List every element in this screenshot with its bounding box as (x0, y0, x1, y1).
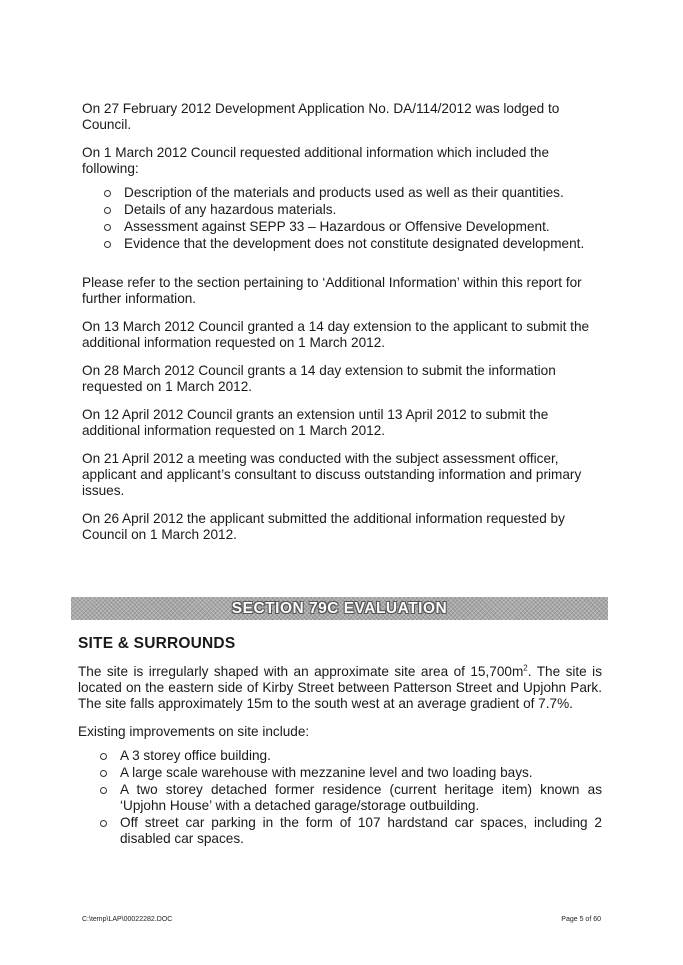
site-heading: SITE & SURROUNDS (78, 635, 236, 652)
list-item: Off street car parking in the form of 107 hardstand car spaces, including 2 disabled car spaces. (100, 815, 602, 847)
bullet-icon (100, 787, 107, 794)
paragraph-extension-3: On 12 April 2012 Council grants an extension until 13 April 2012 to submit the additional information requested on 1 March 2012. (82, 407, 549, 438)
section-banner (71, 597, 608, 620)
list-item: A large scale warehouse with mezzanine level and two loading bays. (100, 765, 602, 781)
site-section (78, 636, 602, 848)
paragraph-refer: Please refer to the section pertaining to ‘Additional Information’ within this report for further information. (82, 275, 582, 306)
paragraph-improvements: Existing improvements on site include: (78, 724, 310, 739)
list-item: A two storey detached former residence (current heritage item) known as ‘Upjohn House’ with a detached garage/storage outbuilding. (100, 782, 602, 814)
bullet-icon (100, 753, 107, 760)
list-item: Description of the materials and products used as well as their quantities. (104, 185, 602, 201)
bullet-icon (104, 207, 111, 214)
list-item: Assessment against SEPP 33 – Hazardous or Offensive Development. (104, 219, 602, 235)
footer-file-path: C:\temp\LAP\00022282.DOC (82, 916, 173, 923)
paragraph-extension-2: On 28 March 2012 Council grants a 14 day extension to submit the information requested on 1 March 2012. (82, 363, 556, 394)
spacer (82, 253, 602, 275)
improvements-list (100, 748, 602, 847)
paragraph-site-description: The site is irregularly shaped with an approximate site area of $15,700m^2$. The site is located on the eastern side of Kirby Street between Patterson Street and Upjohn Park. The site falls approximately 15m to the south west at an average gradient of 7.7%. (78, 663, 602, 711)
bullet-icon (104, 224, 111, 231)
requested-info-list (104, 185, 602, 252)
history-section (82, 101, 602, 555)
bullet-icon (104, 190, 111, 197)
list-item: Details of any hazardous materials. (104, 202, 602, 218)
footer-page-number: Page 5 of 60 (561, 916, 601, 923)
bullet-icon (100, 770, 107, 777)
list-item: Evidence that the development does not constitute designated development. (104, 236, 602, 252)
paragraph-request: On 1 March 2012 Council requested additional information which included the following: (82, 145, 549, 176)
section-banner-title: SECTION 79C EVALUATION (231, 599, 448, 617)
paragraph-extension-1: On 13 March 2012 Council granted a 14 day extension to the applicant to submit the additional information requested on 1 March 2012. (82, 319, 590, 350)
paragraph-meeting: On 21 April 2012 a meeting was conducted with the subject assessment officer, applicant and applicant’s consultant to discuss outstanding information and primary issues. (82, 451, 582, 498)
bullet-icon (100, 820, 107, 827)
paragraph-lodgement: On 27 February 2012 Development Application No. DA/114/2012 was lodged to Council. (82, 101, 560, 132)
paragraph-submission: On 26 April 2012 the applicant submitted the additional information requested by Council on 1 March 2012. (82, 511, 565, 542)
list-item: A 3 storey office building. (100, 748, 602, 764)
bullet-icon (104, 241, 111, 248)
